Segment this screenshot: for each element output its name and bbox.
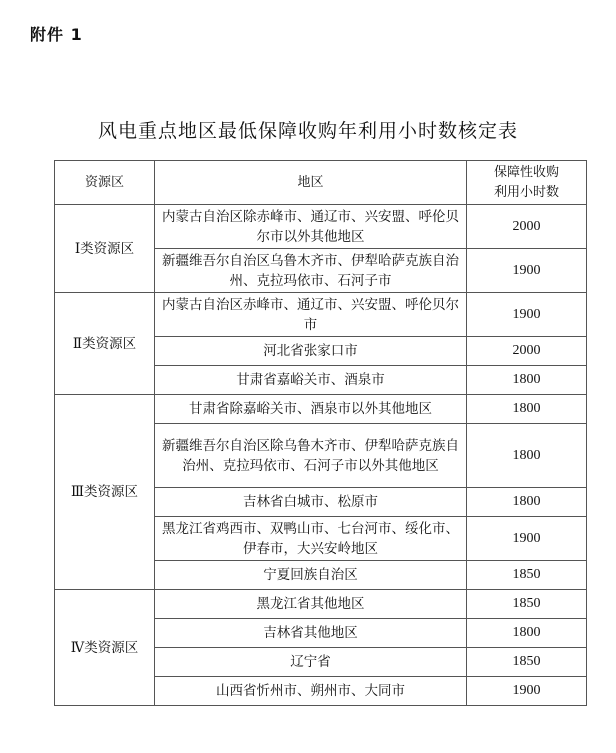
region-cell: 新疆维吾尔自治区乌鲁木齐市、伊犁哈萨克族自治州、克拉玛依市、石河子市 (155, 249, 467, 293)
region-cell: 吉林省其他地区 (155, 619, 467, 648)
attachment-label: 附件 1 (30, 25, 83, 44)
hours-cell: 1900 (467, 517, 587, 561)
resource-zone-cell: Ⅳ类资源区 (55, 590, 155, 706)
hours-cell: 1850 (467, 648, 587, 677)
page-title: 风电重点地区最低保障收购年利用小时数核定表 (97, 120, 518, 142)
hours-cell: 1900 (467, 249, 587, 293)
hours-cell: 1800 (467, 424, 587, 488)
region-cell: 甘肃省嘉峪关市、酒泉市 (155, 366, 467, 395)
hours-cell: 1900 (467, 677, 587, 706)
header-resource-zone: 资源区 (55, 161, 155, 205)
hours-cell: 1900 (467, 293, 587, 337)
hours-cell: 1800 (467, 395, 587, 424)
region-cell: 辽宁省 (155, 648, 467, 677)
resource-zone-cell: Ⅱ类资源区 (55, 293, 155, 395)
header-hours-line1: 保障性收购 (493, 164, 559, 180)
hours-cell: 1850 (467, 590, 587, 619)
header-region: 地区 (155, 161, 467, 205)
hours-cell: 2000 (467, 337, 587, 366)
region-cell: 黑龙江省其他地区 (155, 590, 467, 619)
header-hours-line2: 利用小时数 (493, 184, 559, 200)
region-cell: 河北省张家口市 (155, 337, 467, 366)
region-cell: 宁夏回族自治区 (155, 561, 467, 590)
hours-cell: 2000 (467, 205, 587, 249)
table-row (55, 293, 587, 337)
region-cell: 黑龙江省鸡西市、双鸭山市、七台河市、绥化市、伊春市，大兴安岭地区 (155, 517, 467, 561)
region-cell: 内蒙古自治区除赤峰市、通辽市、兴安盟、呼伦贝尔市以外其他地区 (155, 205, 467, 249)
header-hours (467, 161, 587, 205)
region-cell: 甘肃省除嘉峪关市、酒泉市以外其他地区 (155, 395, 467, 424)
region-cell: 新疆维吾尔自治区除乌鲁木齐市、伊犁哈萨克族自治州、克拉玛依市、石河子市以外其他地区 (155, 424, 467, 488)
table-row (55, 395, 587, 424)
table-row (55, 205, 587, 249)
table-header-row (55, 161, 587, 205)
region-cell: 山西省忻州市、朔州市、大同市 (155, 677, 467, 706)
region-cell: 吉林省白城市、松原市 (155, 488, 467, 517)
hours-cell: 1800 (467, 619, 587, 648)
hours-cell: 1850 (467, 561, 587, 590)
quota-table (54, 160, 587, 706)
resource-zone-cell: Ⅲ类资源区 (55, 395, 155, 590)
resource-zone-cell: Ⅰ类资源区 (55, 205, 155, 293)
hours-cell: 1800 (467, 488, 587, 517)
hours-cell: 1800 (467, 366, 587, 395)
table-body (55, 205, 587, 706)
table-row (55, 590, 587, 619)
region-cell: 内蒙古自治区赤峰市、通辽市、兴安盟、呼伦贝尔市 (155, 293, 467, 337)
